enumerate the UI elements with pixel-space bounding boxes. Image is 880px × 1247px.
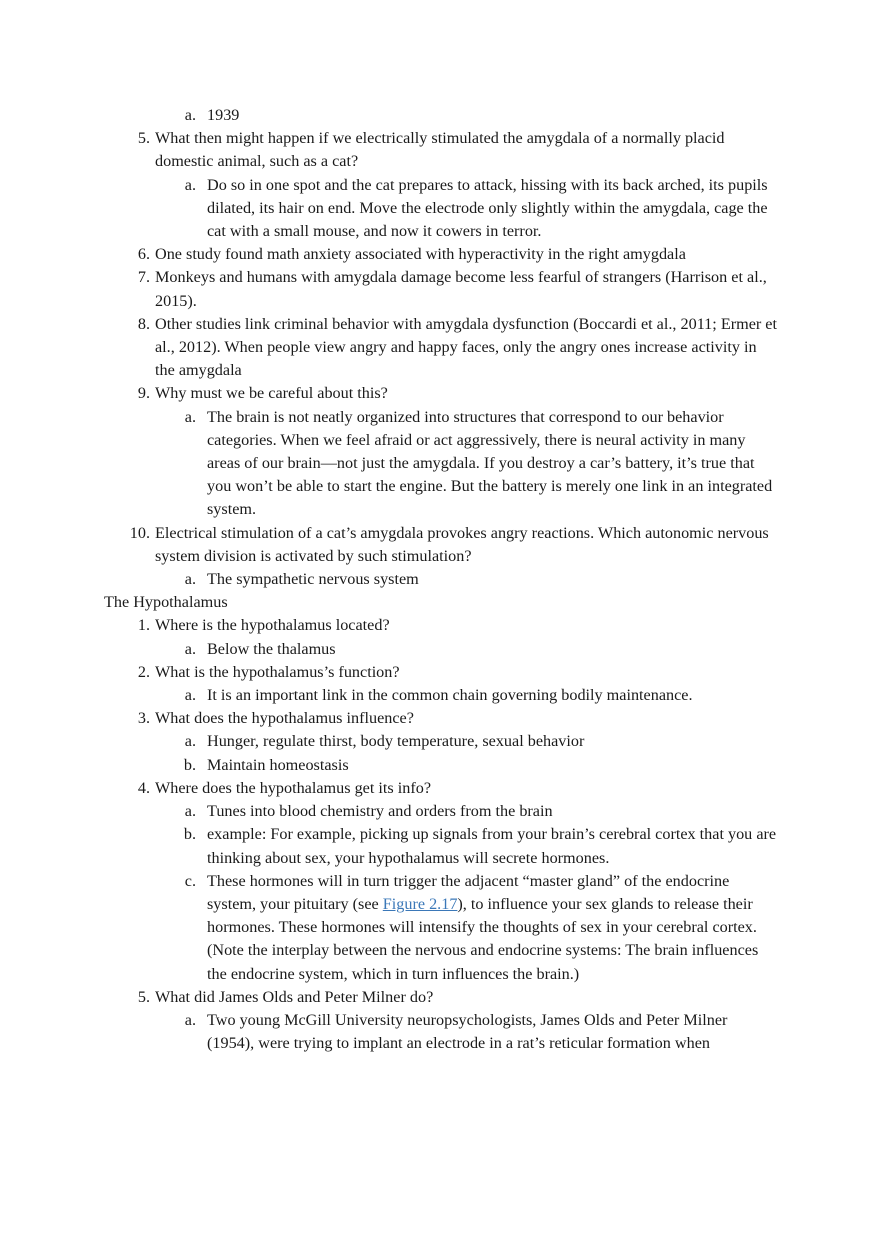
list-marker: b.: [183, 825, 196, 844]
list-subitem: [0, 800, 880, 823]
list-marker: a.: [184, 1010, 196, 1029]
list-item: [0, 313, 880, 383]
list-item: [0, 661, 880, 684]
list-item-text: Tunes into blood chemistry and orders from the brain: [207, 802, 553, 821]
list-item-text: Maintain homeostasis: [207, 755, 349, 774]
list-item-text: What did James Olds and Peter Milner do?: [155, 987, 434, 1006]
list-item-text: Do so in one spot and the cat prepares to attack, hissing with its back arched, its pupils dilated, its hair on end. Move the electrode only slightly within the amygdala, cage the cat with a small mouse, and now it cowers in terror.: [207, 175, 768, 241]
list-subitem: [0, 638, 880, 661]
list-item-text: What is the hypothalamus’s function?: [155, 662, 400, 681]
list-item-text: 1939: [207, 106, 240, 124]
list-marker: 5.: [137, 987, 150, 1006]
list-marker: 3.: [137, 709, 150, 728]
list-subitem: [0, 174, 880, 244]
list-marker: a.: [184, 802, 196, 821]
list-subitem: [0, 1009, 880, 1055]
list-item-text: Below the thalamus: [207, 639, 336, 658]
list-marker: a.: [184, 639, 196, 658]
list-item-text: Two young McGill University neuropsychologists, James Olds and Peter Milner (1954), were trying to implant an electrode in a rat’s reticular formation when: [207, 1010, 728, 1053]
list-item-text: The brain is not neatly organized into structures that correspond to our behavior categories. When we feel afraid or act aggressively, there is neural activity in many areas of our brain—not just the amygdala. If you destroy a car’s battery, it’s true that you won’t be able to start the engine. But the battery is merely one link in an integrated system.: [207, 407, 773, 519]
list-marker: a.: [184, 175, 196, 194]
list-item-text: One study found math anxiety associated with hyperactivity in the right amygdala: [155, 245, 686, 264]
list-item: [0, 614, 880, 637]
list-marker: 1.: [137, 616, 150, 635]
list-marker: c.: [184, 871, 196, 890]
list-item: [0, 382, 880, 405]
list-item-text: The sympathetic nervous system: [207, 570, 419, 589]
list-marker: a.: [184, 106, 196, 124]
list-marker: 7.: [137, 268, 150, 287]
list-subitem: [0, 684, 880, 707]
list-item: [0, 522, 880, 568]
list-item-text: Hunger, regulate thirst, body temperature, sexual behavior: [207, 732, 585, 751]
list-marker: 5.: [137, 129, 150, 148]
list-marker: a.: [184, 570, 196, 589]
list-marker: a.: [184, 732, 196, 751]
list-item-text: What then might happen if we electrically stimulated the amygdala of a normally placid domestic animal, such as a cat?: [155, 129, 725, 171]
text-before-link: These hormones will in turn trigger the adjacent “master gland” of the endocrine system, your pituitary (see: [207, 871, 730, 913]
list-item: [0, 104, 880, 127]
figure-link[interactable]: Figure 2.17: [382, 894, 458, 913]
list-marker: 8.: [137, 314, 150, 333]
list-item-text: Monkeys and humans with amygdala damage become less fearful of strangers (Harrison et al., 2015).: [155, 268, 767, 310]
list-subitem: [0, 406, 880, 522]
list-item-text: Where is the hypothalamus located?: [155, 616, 390, 635]
list-marker: b.: [183, 755, 196, 774]
list-item: [0, 707, 880, 730]
document-content: [0, 104, 880, 1055]
list-marker: 6.: [137, 245, 150, 264]
list-item: [0, 266, 880, 312]
list-marker: a.: [184, 407, 196, 426]
list-item-text: [207, 870, 777, 986]
list-item-text: It is an important link in the common chain governing bodily maintenance.: [207, 686, 693, 705]
list-marker: 9.: [137, 384, 150, 403]
list-item-text: Where does the hypothalamus get its info?: [155, 778, 432, 797]
list-item: [0, 243, 880, 266]
list-item: [0, 777, 880, 800]
list-marker: 2.: [137, 662, 150, 681]
section-heading: The Hypothalamus: [104, 593, 228, 612]
list-item-text: What does the hypothalamus influence?: [155, 709, 414, 728]
list-marker: a.: [184, 686, 196, 705]
list-subitem: [0, 870, 880, 986]
list-marker: 4.: [137, 778, 150, 797]
list-subitem: [0, 730, 880, 753]
list-subitem: [0, 823, 880, 869]
list-item-text: Other studies link criminal behavior with amygdala dysfunction (Boccardi et al., 2011; Ermer et al., 2012). When people view angry and happy faces, only the angry ones increase activity in the amygdala: [155, 314, 777, 380]
list-item-text: Why must we be careful about this?: [155, 384, 388, 403]
list-item: [0, 127, 880, 173]
text-after-link: ), to influence your sex glands to release their hormones. These hormones will intensify the thoughts of sex in your cerebral cortex. (Note the interplay between the nervous and endocrine systems: The brain influences the endocrine system, which in turn influences the brain.): [207, 894, 759, 983]
list-item-text: Electrical stimulation of a cat’s amygdala provokes angry reactions. Which autonomic nervous system division is activated by such stimulation?: [155, 523, 769, 565]
list-item: [0, 986, 880, 1009]
list-marker: 10.: [129, 523, 150, 542]
list-subitem: [0, 568, 880, 591]
list-subitem: [0, 754, 880, 777]
list-item-text: example: For example, picking up signals from your brain’s cerebral cortex that you are thinking about sex, your hypothalamus will secrete hormones.: [207, 825, 777, 867]
